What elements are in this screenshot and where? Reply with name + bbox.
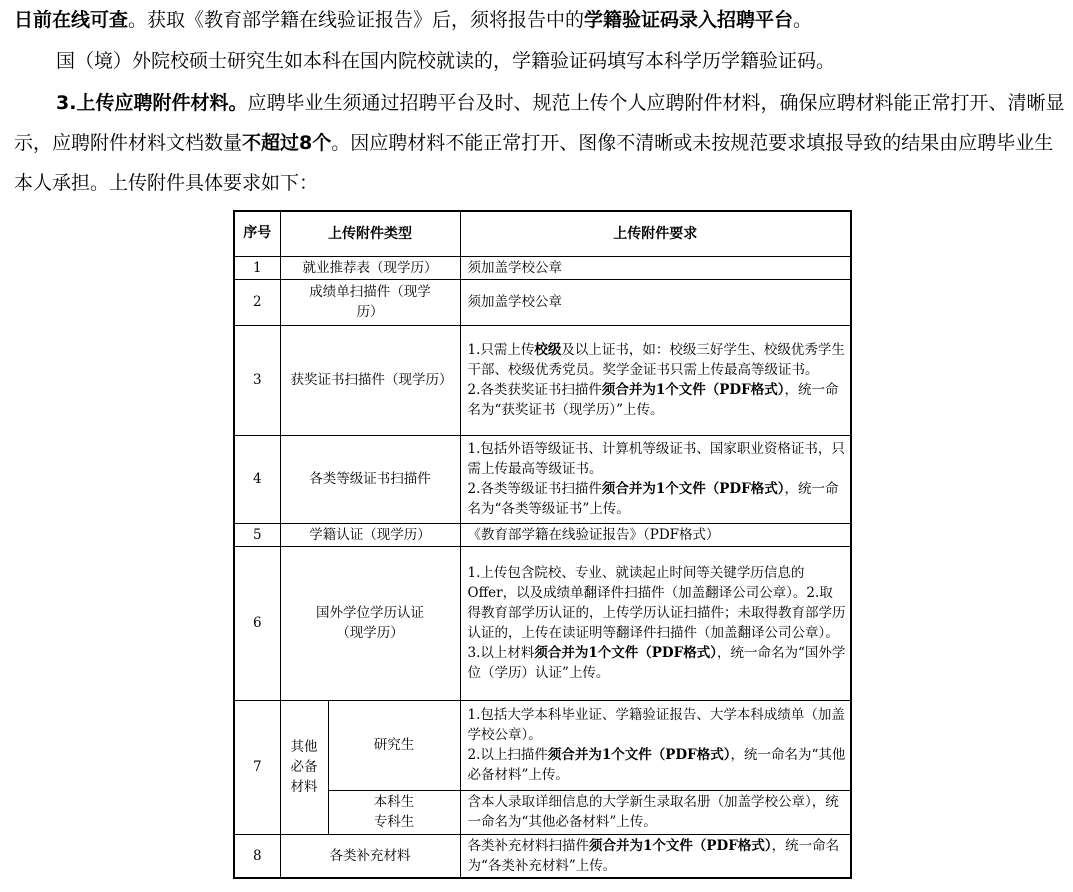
header-requirement: 上传附件要求 (460, 211, 851, 256)
attachment-requirement: 须加盖学校公章 (460, 256, 851, 279)
group-other-materials: 其他必备材料 (280, 700, 328, 834)
row-number: 5 (234, 523, 280, 546)
table-row (234, 546, 851, 700)
attachment-requirement: 《教育部学籍在线验证报告》（PDF格式） (460, 523, 851, 546)
table-row (234, 256, 851, 279)
attachment-type: 各类等级证书扫描件 (280, 435, 460, 523)
attachment-requirement: 1.上传包含院校、专业、就读起止时间等关键学历信息的Offer，以及成绩单翻译件扫描件（加盖翻译公司公章）。2.取得教育部学历认证的，上传学历认证扫描件；未取得教育部学历认证的，上传在读证明等翻译件扫描件（加盖翻译公司公章）。 3.以上材料须合并为1个文件（PDF格式），统一命名为“国外学位（学历）认证”上传。 (460, 546, 851, 700)
bold-enter-code: 学籍验证码录入招聘平台 (584, 9, 794, 31)
bold-online-check: 日前在线可查 (14, 9, 129, 31)
period: 。 (793, 9, 813, 31)
attachment-type: 学籍认证（现学历） (280, 523, 460, 546)
paragraph-upload-attachments (14, 83, 1066, 203)
overseas-note-text: 国（境）外院校硕士研究生如本科在国内院校就读的，学籍验证码填写本科学历学籍验证码。 (56, 50, 836, 72)
attachment-requirement: 各类补充材料扫描件须合并为1个文件（PDF格式），统一命名为“各类补充材料”上传。 (460, 834, 851, 878)
attachment-type: 各类补充材料 (280, 834, 460, 878)
attachment-type: 就业推荐表（现学历） (280, 256, 460, 279)
table-row (234, 279, 851, 325)
row-number: 2 (234, 279, 280, 325)
attachment-type: 获奖证书扫描件（现学历） (280, 325, 460, 435)
attachment-requirement: 1.包括大学本科毕业证、学籍验证报告、大学本科成绩单（加盖学校公章）。 2.以上扫描件须合并为1个文件（PDF格式），统一命名为“其他必备材料”上传。 (460, 700, 851, 790)
upload-description: 应聘毕业生须通过招聘平台及时、规范上传个人应聘附件材料，确保应聘材料能正常打开、清晰显示，应聘附件材料文档数量 (14, 92, 1065, 154)
table-row (234, 325, 851, 435)
row-number: 6 (234, 546, 280, 700)
sub-type-graduate: 研究生 (328, 700, 460, 790)
bold-max-files: 不超过8个 (242, 132, 332, 154)
sub-type-undergrad: 本科生 专科生 (328, 790, 460, 834)
attachment-requirement: 1.只需上传校级及以上证书，如：校级三好学生、校级优秀学生干部、校级优秀党员。奖学金证书只需上传最高等级证书。 2.各类获奖证书扫描件须合并为1个文件（PDF格式），统一命名为“获奖证书（现学历）”上传。 (460, 325, 851, 435)
header-type: 上传附件类型 (280, 211, 460, 256)
row-number: 8 (234, 834, 280, 878)
paragraph-verification (14, 0, 1066, 40)
text-obtain-report: 。获取《教育部学籍在线验证报告》后，须将报告中的 (128, 9, 585, 31)
header-number: 序号 (234, 211, 280, 256)
attachment-requirement: 含本人录取详细信息的大学新生录取名册（加盖学校公章），统一命名为“其他必备材料”上传。 (460, 790, 851, 834)
attachment-requirement: 1.包括外语等级证书、计算机等级证书、国家职业资格证书，只需上传最高等级证书。 2.各类等级证书扫描件须合并为1个文件（PDF格式），统一命名为“各类等级证书”上传。 (460, 435, 851, 523)
row-number: 3 (234, 325, 280, 435)
attachment-type: 国外学位学历认证（现学历） (280, 546, 460, 700)
row-number: 4 (234, 435, 280, 523)
upload-consequence: 。因应聘材料不能正常打开、图像不清晰或未按规范要求填报导致的结果由应聘毕业生本人承担。上传附件具体要求如下： (14, 132, 1054, 194)
attachment-requirements-table (233, 210, 852, 879)
paragraph-overseas-note (14, 41, 1066, 81)
attachment-requirement: 须加盖学校公章 (460, 279, 851, 325)
table-row (234, 700, 851, 790)
row-number: 1 (234, 256, 280, 279)
table-row (234, 834, 851, 878)
table-row (234, 523, 851, 546)
table-row (234, 435, 851, 523)
section-heading-upload: 3.上传应聘附件材料。 (56, 92, 248, 114)
table-header-row (234, 211, 851, 256)
attachment-type: 成绩单扫描件（现学历） (280, 279, 460, 325)
row-number: 7 (234, 700, 280, 834)
